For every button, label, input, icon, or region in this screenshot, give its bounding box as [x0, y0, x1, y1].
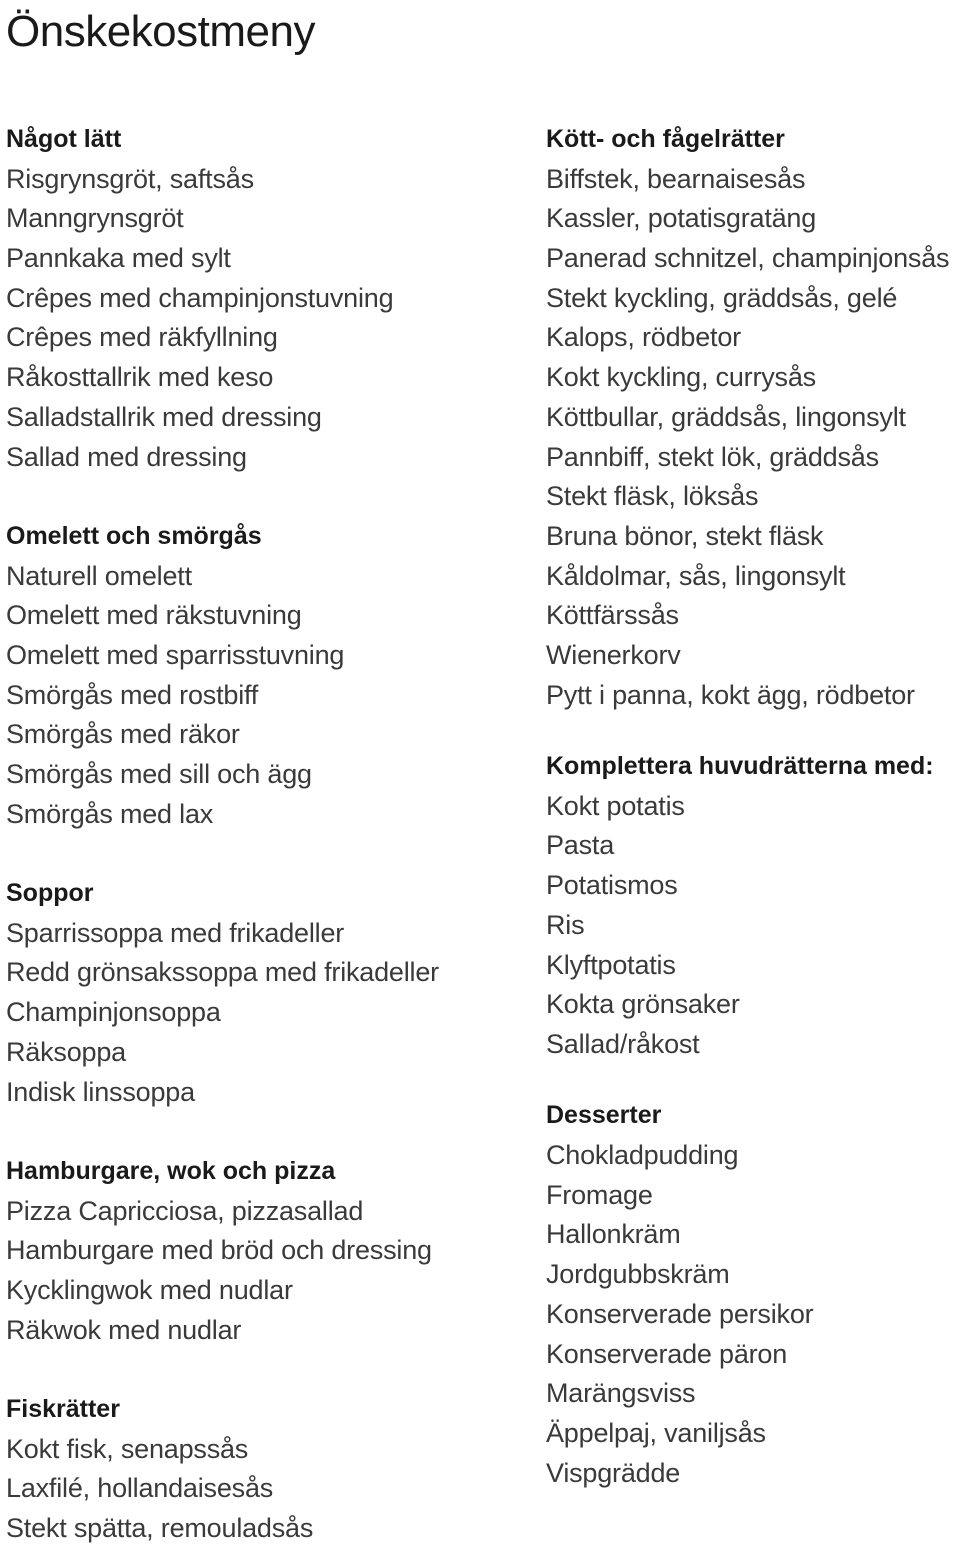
section-heading: Desserter: [546, 1101, 662, 1130]
menu-item: Kåldolmar, sås, lingonsylt: [546, 560, 846, 591]
menu-item: Naturell omelett: [6, 560, 192, 591]
menu-item: Risgrynsgröt, saftsås: [6, 163, 254, 194]
menu-item: Köttfärssås: [546, 600, 679, 631]
menu-item: Crêpes med champinjonstuvning: [6, 282, 394, 313]
menu-section: [546, 747, 960, 1065]
menu-item-list: [546, 160, 960, 716]
menu-item: Potatismos: [546, 870, 678, 901]
menu-item: Kokt fisk, senapssås: [6, 1433, 249, 1464]
menu-section: [6, 1390, 526, 1549]
section-heading: Soppor: [6, 879, 94, 908]
menu-item-list: [6, 1192, 526, 1351]
menu-item-list: [546, 1136, 960, 1493]
menu-item: Hallonkräm: [546, 1219, 681, 1250]
menu-item: Smörgås med räkor: [6, 719, 240, 750]
menu-item: Kokt kyckling, currysås: [546, 362, 816, 393]
menu-item: Köttbullar, gräddsås, lingonsylt: [546, 401, 906, 432]
menu-item: Omelett med sparrisstuvning: [6, 639, 345, 670]
menu-item: Kalops, rödbetor: [546, 322, 741, 353]
menu-item: Pytt i panna, kokt ägg, rödbetor: [546, 679, 915, 710]
menu-item: Marängsviss: [546, 1378, 696, 1409]
page-title: Önskekostmeny: [6, 7, 315, 56]
menu-item: Råkosttallrik med keso: [6, 362, 274, 393]
menu-item: Konserverade päron: [546, 1338, 788, 1369]
menu-item: Stekt spätta, remouladsås: [6, 1513, 314, 1544]
menu-item: Bruna bönor, stekt fläsk: [546, 520, 824, 551]
menu-item: Smörgås med sill och ägg: [6, 759, 312, 789]
menu-item: Räkwok med nudlar: [6, 1314, 242, 1345]
menu-item: Sallad/råkost: [546, 1028, 700, 1059]
menu-item: Omelett med räkstuvning: [6, 600, 302, 631]
section-heading: Något lätt: [6, 125, 122, 153]
section-heading: Hamburgare, wok och pizza: [6, 1156, 336, 1185]
menu-item-list: [546, 787, 960, 1065]
menu-item-list: [6, 914, 526, 1112]
menu-section: [6, 120, 526, 477]
menu-item: Pannbiff, stekt lök, gräddsås: [546, 441, 879, 472]
menu-item: Pannkaka med sylt: [6, 243, 231, 274]
menu-item: Smörgås med lax: [6, 798, 214, 829]
section-heading: Komplettera huvudrätterna med:: [546, 752, 934, 781]
right-column: [546, 120, 960, 1493]
section-heading: Omelett och smörgås: [6, 521, 262, 550]
menu-item: Pasta: [546, 830, 615, 861]
menu-item: Panerad schnitzel, champinjonsås: [546, 243, 950, 274]
menu-item: Pizza Capricciosa, pizzasallad: [6, 1195, 364, 1226]
menu-section: [6, 517, 526, 835]
menu-item: Manngrynsgröt: [6, 203, 184, 234]
menu-item: Chokladpudding: [546, 1140, 739, 1171]
menu-item-list: [6, 557, 526, 835]
menu-item: Champinjonsoppa: [6, 997, 221, 1028]
menu-item: Konserverade persikor: [546, 1298, 814, 1329]
menu-item: Laxfilé, hollandaisesås: [6, 1473, 274, 1504]
menu-item: Stekt fläsk, löksås: [546, 481, 759, 512]
section-heading: Kött- och fågelrätter: [546, 125, 785, 153]
menu-section: [546, 120, 960, 715]
menu-item: Smörgås med rostbiff: [6, 679, 259, 710]
menu-item: Kokt potatis: [546, 790, 685, 821]
menu-item: Ris: [546, 909, 585, 940]
menu-item: Indisk linssoppa: [6, 1076, 195, 1107]
menu-item: Hamburgare med bröd och dressing: [6, 1235, 432, 1266]
menu-item: Stekt kyckling, gräddsås, gelé: [546, 282, 898, 313]
menu-item: Wienerkorv: [546, 639, 681, 670]
menu-item: Vispgrädde: [546, 1457, 681, 1488]
menu-item: Räksoppa: [6, 1036, 126, 1067]
menu-item-list: [6, 1430, 526, 1549]
left-column: [6, 120, 526, 1549]
menu-item: Klyftpotatis: [546, 949, 676, 980]
menu-section: [546, 1096, 960, 1493]
menu-item-list: [6, 160, 526, 478]
menu-item: Salladstallrik med dressing: [6, 401, 322, 432]
menu-item: Biffstek, bearnaisesås: [546, 163, 806, 194]
menu-section: [6, 1152, 526, 1350]
menu-item: Kokta grönsaker: [546, 989, 740, 1020]
menu-section: [6, 874, 526, 1112]
menu-item: Kassler, potatisgratäng: [546, 203, 817, 234]
menu-item: Crêpes med räkfyllning: [6, 322, 278, 353]
menu-item: Redd grönsakssoppa med frikadeller: [6, 957, 439, 988]
menu-item: Sallad med dressing: [6, 441, 247, 472]
section-heading: Fiskrätter: [6, 1395, 120, 1423]
menu-item: Fromage: [546, 1179, 653, 1210]
menu-item: Äppelpaj, vaniljsås: [546, 1417, 766, 1448]
menu-item: Kycklingwok med nudlar: [6, 1274, 293, 1305]
menu-item: Sparrissoppa med frikadeller: [6, 917, 345, 948]
menu-item: Jordgubbskräm: [546, 1259, 730, 1290]
